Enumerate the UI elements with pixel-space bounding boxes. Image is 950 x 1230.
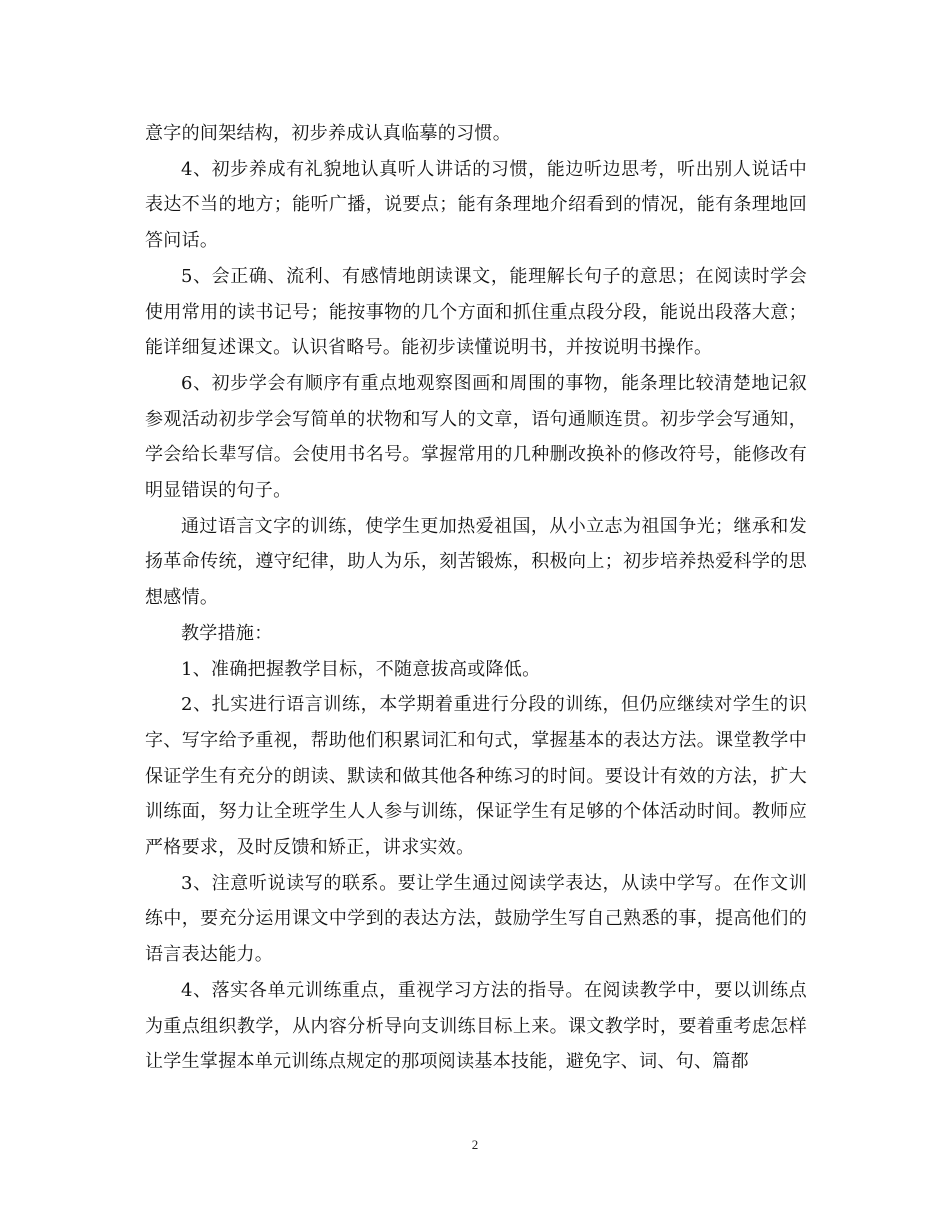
paragraph-measure-2: 2、扎实进行语言训练，本学期着重进行分段的训练，但仍应继续对学生的识字、写字给予重视，帮助他们积累词汇和句式，掌握基本的表达方法。课堂教学中保证学生有充分的朗读、默读和做其他各种练习的时间。要设计有效的方法，扩大训练面，努力让全班学生人人参与训练，保证学生有足够的个体活动时间。教师应严格要求，及时反馈和矫正，讲求实效。 — [145, 694, 807, 859]
paragraph-measure-3: 3、注意听说读写的联系。要让学生通过阅读学表达，从读中学写。在作文训练中，要充分运用课文中学到的表达方法，鼓励学生写自己熟悉的事，提高他们的语言表达能力。 — [145, 872, 807, 966]
paragraph-goal-4: 4、初步养成有礼貌地认真听人讲话的习惯，能边听边思考，听出别人说话中表达不当的地方；能听广播，说要点；能有条理地介绍看到的情况，能有条理地回答问话。 — [145, 158, 807, 252]
paragraph-measure-4: 4、落实各单元训练重点，重视学习方法的指导。在阅读教学中，要以训练点为重点组织教学，从内容分析导向支训练目标上来。课文教学时，要着重考虑怎样让学生掌握本单元训练点规定的那项阅读基本技能，避免字、词、句、篇都 — [145, 979, 807, 1073]
paragraph-measure-1: 1、准确把握教学目标，不随意拔高或降低。 — [181, 658, 541, 680]
paragraph-moral-education: 通过语言文字的训练，使学生更加热爱祖国，从小立志为祖国争光；继承和发扬革命传统，遵守纪律，助人为乐，刻苦锻炼，积极向上；初步培养热爱科学的思想感情。 — [145, 515, 807, 609]
document-body — [145, 116, 807, 1080]
paragraph-goal-5: 5、会正确、流利、有感情地朗读课文，能理解长句子的意思；在阅读时学会使用常用的读书记号；能按事物的几个方面和抓住重点段分段，能说出段落大意；能详细复述课文。认识省略号。能初步读懂说明书，并按说明书操作。 — [145, 265, 807, 359]
page-number: 2 — [471, 1137, 479, 1152]
paragraph-goal-6: 6、初步学会有顺序有重点地观察图画和周围的事物，能条理比较清楚地记叙参观活动初步学会写简单的状物和写人的文章，语句通顺连贯。初步学会写通知，学会给长辈写信。会使用书名号。掌握常用的几种删改换补的修改符号，能修改有明显错误的句子。 — [145, 372, 807, 502]
section-heading-teaching-measures: 教学措施： — [181, 622, 273, 644]
paragraph-continuation: 意字的间架结构，初步养成认真临摹的习惯。 — [145, 123, 511, 144]
